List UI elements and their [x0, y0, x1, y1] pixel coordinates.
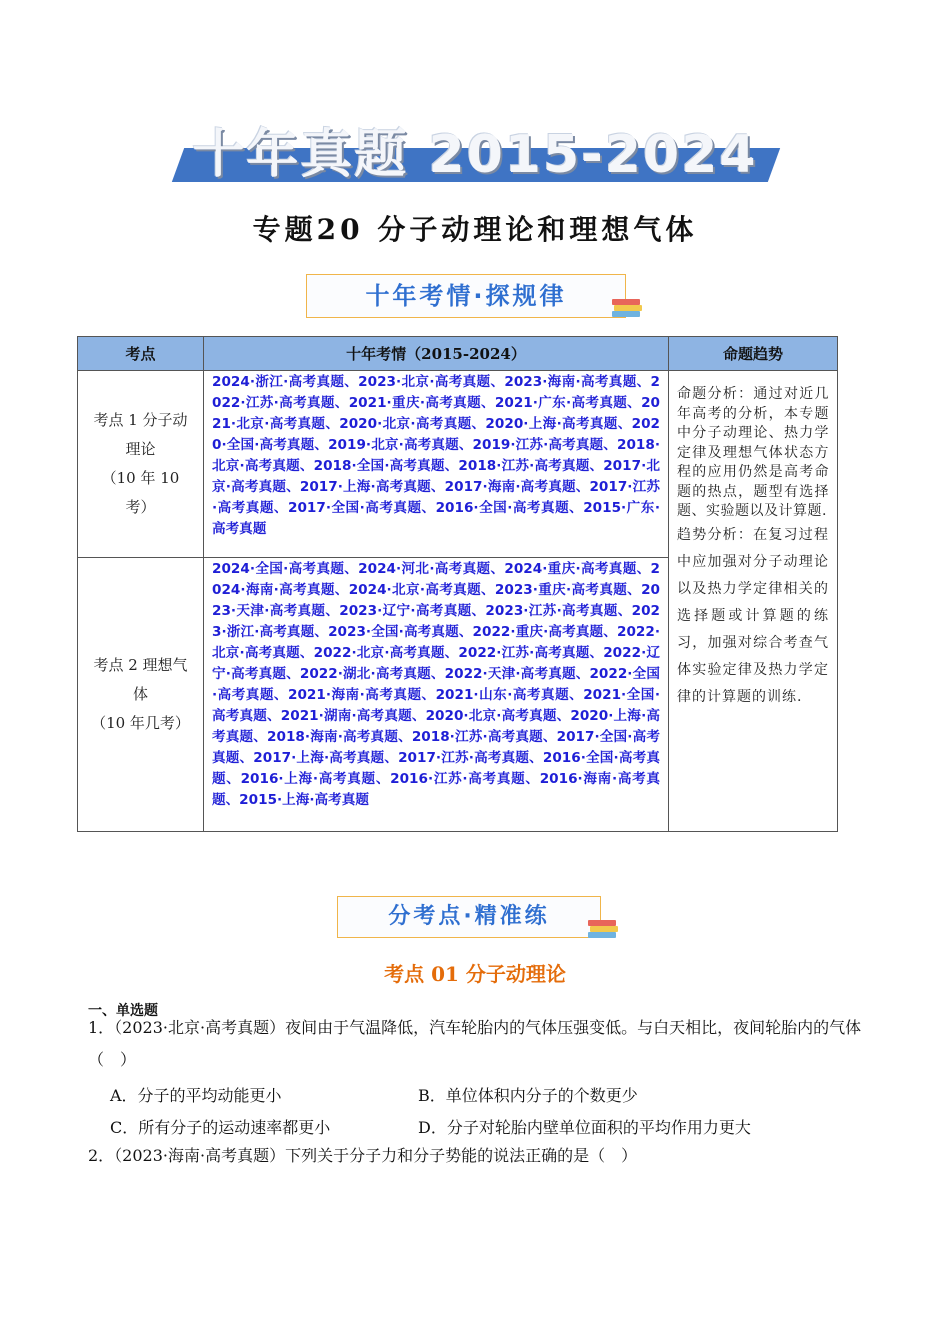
books-icon	[612, 299, 642, 321]
header-trend: 命题趋势	[669, 337, 838, 371]
knowledge-point-title: 考点 01 分子动理论	[384, 962, 566, 986]
point-cell	[78, 371, 204, 558]
header-years: 十年考情（2015-2024）	[204, 337, 669, 371]
trend-cell	[669, 371, 838, 832]
point-line: （10 年几考）	[91, 714, 190, 732]
point-line: （10 年 10	[101, 469, 180, 487]
question-2-text: 2．（2023·海南·高考真题）下列关于分子力和分子势能的说法正确的是（ ）	[88, 1146, 638, 1165]
table-row	[78, 371, 838, 558]
point-line: 理论	[125, 440, 156, 458]
option-b: B．单位体积内分子的个数更少	[418, 1086, 638, 1105]
banner-title: 十年真题 2015-2024	[192, 125, 758, 185]
books-icon	[588, 920, 618, 942]
point-cell	[78, 558, 204, 832]
question-1-text: 1．（2023·北京·高考真题）夜间由于气温降低，汽车轮胎内的气体压强变低。与白天相比，夜间轮胎内的气体（ ）	[88, 1018, 862, 1069]
question-section-heading: 一、单选题	[88, 1003, 158, 1019]
header-point: 考点	[78, 337, 204, 371]
years-cell: 2024·全国·高考真题、2024·河北·高考真题、2024·重庆·高考真题、2024·海南·高考真题、2024·北京·高考真题、2023·重庆·高考真题、2023·天津·高考真题、2023·辽宁·高考真题、2023·江苏·高考真题、2023·浙江·高考真题、2023·全国·高考真题、2022·重庆·高考真题、2022·北京·高考真题、2022·北京·高考真题、2022·江苏·高考真题、2022·辽宁·高考真题、2022·湖北·高考真题、2022·天津·高考真题、2022·全国·高考真题、2021·海南·高考真题、2021·山东·高考真题、2021·全国·高考真题、2021·湖南·高考真题、2020·北京·高考真题、2020·上海·高考真题、2018·海南·高考真题、2018·江苏·高考真题、2017·全国·高考真题、2017·上海·高考真题、2017·江苏·高考真题、2016·全国·高考真题、2016·上海·高考真题、2016·江苏·高考真题、2016·海南·高考真题、2015·上海·高考真题	[204, 558, 669, 832]
trend-analysis-text: 命题分析：通过对近几年高考的分析，本专题中分子动理论、热力学定律及理想气体状态方程的应用仍然是高考命题的热点，题型有选择题、实验题以及计算题.	[677, 386, 829, 519]
option-c: C．所有分子的运动速率都更小	[110, 1118, 331, 1137]
years-cell: 2024·浙江·高考真题、2023·北京·高考真题、2023·海南·高考真题、2022·江苏·高考真题、2021·重庆·高考真题、2021·广东·高考真题、2021·北京·高考真题、2020·北京·高考真题、2020·上海·高考真题、2020·全国·高考真题、2019·北京·高考真题、2019·江苏·高考真题、2018·北京·高考真题、2018·全国·高考真题、2018·江苏·高考真题、2017·北京·高考真题、2017·上海·高考真题、2017·海南·高考真题、2017·江苏·高考真题、2017·全国·高考真题、2016·全国·高考真题、2015·广东·高考真题	[204, 371, 669, 558]
exam-stats-table	[77, 336, 838, 832]
point-line: 考点 2 理想气	[93, 656, 188, 674]
option-a: A．分子的平均动能更小	[110, 1086, 282, 1105]
trend-outlook-text: 趋势分析：在复习过程中应加强对分子动理论以及热力学定律相关的选择题或计算题的练习，加强对综合考查气体实验定律及热力学定律的计算题的训练.	[677, 526, 829, 705]
point-line: 考点 1 分子动	[93, 411, 188, 429]
section-label-ten-year: 十年考情·探规律	[306, 274, 626, 318]
point-line: 体	[132, 685, 148, 703]
option-d: D．分子对轮胎内壁单位面积的平均作用力更大	[418, 1118, 751, 1137]
section-label-practice: 分考点·精准练	[337, 896, 601, 938]
table-header-row	[78, 337, 838, 371]
point-line: 考）	[125, 498, 156, 516]
document-title: 专题20 分子动理论和理想气体	[252, 213, 698, 246]
